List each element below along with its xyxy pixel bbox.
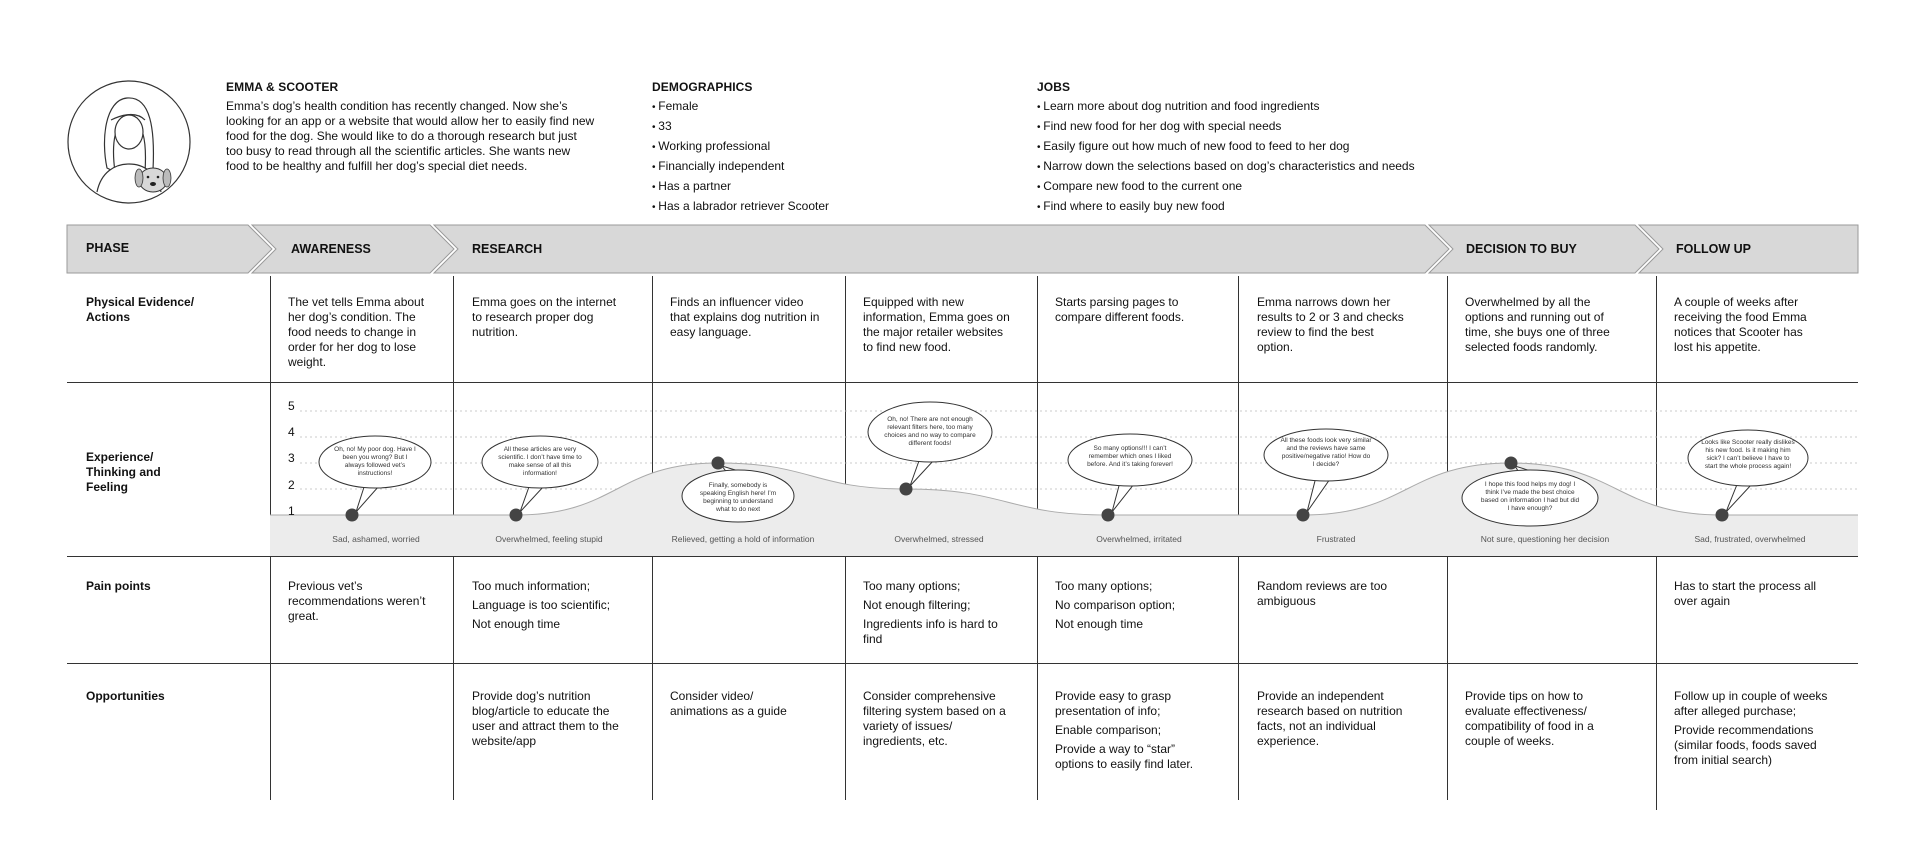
- pain-item: Not enough time: [472, 617, 561, 631]
- pain-cell: [1257, 579, 1407, 613]
- pain-item: Has to start the process all over again: [1674, 579, 1817, 608]
- opportunity-cell: [670, 689, 810, 723]
- emotion-label: Relieved, getting a hold of information: [671, 534, 815, 544]
- scale-label: 4: [288, 425, 295, 439]
- jobs-title: JOBS: [1037, 80, 1071, 94]
- emotion-label: Sad, frustrated, overwhelmed: [1694, 534, 1806, 544]
- jobs-item: • Find where to easily buy new food: [1037, 197, 1497, 217]
- opportunity-cell: [1257, 689, 1407, 753]
- emotion-point: [712, 457, 725, 470]
- quote-text: So many options!!! I can’t remember which ones I liked before. And it’s taking forever!: [1087, 445, 1173, 468]
- action-cell: The vet tells Emma about her dog’s condition. The food needs to change in order for her dog to lose weight.: [288, 295, 425, 369]
- opportunity-cell: [1055, 689, 1215, 776]
- scale-label: 2: [288, 478, 295, 492]
- phase-research: RESEARCH: [472, 242, 543, 256]
- pain-cell: [288, 579, 428, 628]
- emotion-label: Overwhelmed, feeling stupid: [495, 534, 603, 544]
- quote-bubble-tail: [1726, 482, 1752, 512]
- pain-cell: [863, 579, 1013, 651]
- opportunity-item: Enable comparison;: [1055, 723, 1162, 737]
- phase-follow-up: FOLLOW UP: [1676, 242, 1751, 256]
- pain-item: Not enough time: [1055, 617, 1144, 631]
- row-label-opportunities: Opportunities: [86, 689, 165, 703]
- emotion-point: [510, 509, 523, 522]
- emotion-point: [1716, 509, 1729, 522]
- opportunity-item: Consider video/ animations as a guide: [670, 689, 787, 718]
- pain-item: No comparison option;: [1055, 598, 1176, 612]
- emotion-label: Overwhelmed, stressed: [894, 534, 984, 544]
- demographics-item: • Female: [652, 97, 902, 117]
- quote-bubble-tail: [1112, 482, 1134, 512]
- demographics-item: • Financially independent: [652, 157, 902, 177]
- persona-bio: Emma’s dog’s health condition has recently changed. Now she’s looking for an app or a website that would allow her to easily find new food for the dog. She would like to do a thorough research but just too busy to read through all the scientific articles. She wants new food to be healthy and fulfill her dog’s special diet needs.: [226, 99, 595, 173]
- emotion-point: [1102, 509, 1115, 522]
- emotion-point: [1505, 457, 1518, 470]
- jobs-item: • Compare new food to the current one: [1037, 177, 1497, 197]
- row-label-experience: Experience/ Thinking and Feeling: [86, 450, 161, 494]
- persona-name: EMMA & SCOOTER: [226, 80, 339, 94]
- quote-text: Oh, no! There are not enough relevant filters here, too many choices and no way to compare different foods!: [884, 416, 976, 447]
- action-cell: Starts parsing pages to compare different foods.: [1055, 295, 1185, 324]
- pain-item: Too many options;: [1055, 579, 1153, 593]
- pain-cell: [472, 579, 632, 636]
- opportunity-item: Provide dog’s nutrition blog/article to educate the user and attract them to the website/app: [472, 689, 619, 748]
- action-cell: A couple of weeks after receiving the food Emma notices that Scooter has lost his appetite.: [1674, 295, 1807, 354]
- quote-text: I hope this food helps my dog! I think I’ve made the best choice based on information I had but did I have enough?: [1480, 481, 1580, 512]
- pain-item: Too much information;: [472, 579, 591, 593]
- pain-item: Ingredients info is hard to find: [863, 617, 998, 646]
- emotion-label: Frustrated: [1316, 534, 1356, 544]
- opportunity-cell: [1465, 689, 1615, 753]
- opportunity-item: Provide tips on how to evaluate effectiveness/ compatibility of food in a couple of weeks.: [1465, 689, 1594, 748]
- jobs-item: • Learn more about dog nutrition and food ingredients: [1037, 97, 1497, 117]
- quote-text: All these articles are very scientific. I don’t have time to make sense of all this information!: [498, 446, 582, 477]
- demographics-item: • Has a labrador retriever Scooter: [652, 197, 902, 217]
- phase-awareness: AWARENESS: [291, 242, 371, 256]
- quote-bubble-tail: [1307, 477, 1330, 512]
- jobs-item: • Easily figure out how much of new food to feed to her dog: [1037, 137, 1497, 157]
- scale-label: 1: [288, 504, 295, 518]
- opportunity-item: Provide an independent research based on nutrition facts, not an individual experience.: [1257, 689, 1403, 748]
- emotion-label: Sad, ashamed, worried: [332, 534, 420, 544]
- emotion-point: [1297, 509, 1310, 522]
- opportunity-item: Provide easy to grasp presentation of info;: [1055, 689, 1172, 718]
- phase-label: PHASE: [86, 241, 130, 255]
- action-cell: Emma narrows down her results to 2 or 3 and checks review to find the best option.: [1257, 295, 1404, 354]
- quote-text: Finally, somebody is speaking English here! I’m beginning to understand what to do next: [699, 482, 777, 513]
- pain-item: Previous vet’s recommendations weren’t great.: [288, 579, 426, 623]
- opportunity-cell: [863, 689, 1013, 753]
- quote-text: Oh, no! My poor dog. Have I been you wrong? But I always followed vet’s instructions!: [334, 446, 416, 477]
- opportunity-item: Follow up in couple of weeks after alleged purchase;: [1674, 689, 1828, 718]
- pain-item: Random reviews are too ambiguous: [1257, 579, 1388, 608]
- emotion-label: Not sure, questioning her decision: [1480, 534, 1610, 544]
- opportunity-cell: [1674, 689, 1834, 772]
- demographics-item: • Has a partner: [652, 177, 902, 197]
- action-cell: Equipped with new information, Emma goes on the major retailer websites to find new food.: [863, 295, 1010, 354]
- quote-text: All these foods look very similar and the reviews have same positive/negative ratio! How do I decide?: [1280, 437, 1372, 468]
- phase-decision: DECISION TO BUY: [1466, 242, 1577, 256]
- emotion-point: [346, 509, 359, 522]
- opportunity-item: Consider comprehensive filtering system based on a variety of issues/ ingredients, etc.: [863, 689, 1006, 748]
- pain-item: Too many options;: [863, 579, 961, 593]
- scale-label: 5: [288, 399, 295, 413]
- jobs-item: • Narrow down the selections based on dog’s characteristics and needs: [1037, 157, 1497, 177]
- quote-text: Looks like Scooter really dislikes his new food. Is it making him sick? I can’t believe I have to start the whole process again!: [1701, 439, 1795, 470]
- jobs-item: • Find new food for her dog with special needs: [1037, 117, 1497, 137]
- action-cell: Finds an influencer video that explains dog nutrition in easy language.: [670, 295, 820, 339]
- demographics-item: • 33: [652, 117, 902, 137]
- row-label-pain: Pain points: [86, 579, 151, 593]
- emotion-point: [900, 483, 913, 496]
- row-label-actions: Physical Evidence/ Actions: [86, 295, 195, 324]
- pain-cell: [1055, 579, 1205, 636]
- pain-cell: [1674, 579, 1824, 613]
- pain-item: Not enough filtering;: [863, 598, 971, 612]
- demographics-title: DEMOGRAPHICS: [652, 80, 753, 94]
- opportunity-item: Provide a way to “star” options to easily find later.: [1055, 742, 1194, 771]
- opportunity-item: Provide recommendations (similar foods, foods saved from initial search): [1674, 723, 1817, 767]
- demographics-item: • Working professional: [652, 137, 902, 157]
- emotion-label: Overwhelmed, irritated: [1096, 534, 1182, 544]
- scale-label: 3: [288, 451, 295, 465]
- action-cell: Emma goes on the internet to research proper dog nutrition.: [472, 295, 617, 339]
- opportunity-cell: [472, 689, 622, 753]
- pain-item: Language is too scientific;: [472, 598, 611, 612]
- action-cell: Overwhelmed by all the options and running out of time, she buys one of three selected foods randomly.: [1465, 295, 1610, 354]
